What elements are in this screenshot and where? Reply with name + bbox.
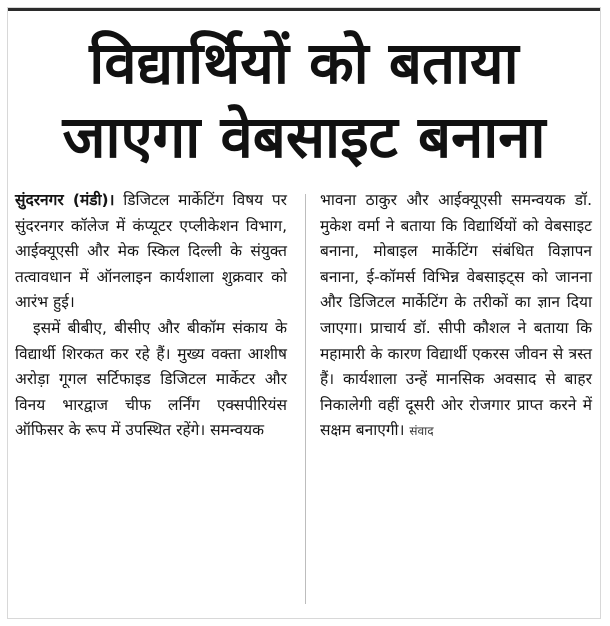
headline: [14, 26, 594, 174]
paragraph-3: [320, 188, 592, 445]
article-column-left: [15, 188, 287, 444]
news-clipping: [7, 7, 601, 619]
article-column-right: [320, 188, 592, 445]
headline-line-1: विद्यार्थियों को बताया: [89, 29, 519, 97]
headline-line-2: जाएगा वेबसाइट बनाना: [62, 103, 546, 171]
byline: संवाद: [409, 424, 434, 439]
dateline: सुंदरनगर (मंडी)।: [15, 191, 115, 209]
paragraph-1: [15, 188, 287, 316]
paragraph-2: इसमें बीबीए, बीसीए और बीकॉम संकाय के विद्यार्थी शिरकत कर रहे हैं। मुख्य वक्ता आशीष अरोड़ा गूगल सर्टिफाइड डिजिटल मार्केटर और विनय भारद्वाज चीफ लर्निंग एक्सपीरियंस ऑफिसर के रूप में उपस्थित रहेंगे। समन्वयक: [15, 318, 287, 440]
column-divider: [305, 194, 306, 604]
paragraph-1-text: डिजिटल मार्केटिंग विषय पर सुंदरनगर कॉलेज में कंप्यूटर एप्लीकेशन विभाग, आईक्यूएसी और मेक स्किल दिल्ली के संयुक्त तत्वावधान में ऑनलाइन कार्यशाला शुक्रवार को आरंभ हुई।: [15, 191, 288, 312]
top-rule: [8, 8, 600, 11]
paragraph-3-text: भावना ठाकुर और आईक्यूएसी समन्वयक डॉ. मुकेश वर्मा ने बताया कि विद्यार्थियों को वेबसाइट बनाना, मोबाइल मार्केटिंग संबंधित विज्ञापन बनाना, ई-कॉमर्स विभिन्न वेबसाइट्स को जानना और डिजिटल मार्केटिंग के तरीकों का ज्ञान दिया जाएगा। प्राचार्य डॉ. सीपी कौशल ने बताया कि महामारी के कारण विद्यार्थी एकरस जीवन से त्रस्त हैं। कार्यशाला उन्हें मानसिक अवसाद से बाहर निकालेगी वहीं दूसरी ओर रोजगार प्राप्त करने में सक्षम बनाएगी।: [320, 191, 592, 440]
